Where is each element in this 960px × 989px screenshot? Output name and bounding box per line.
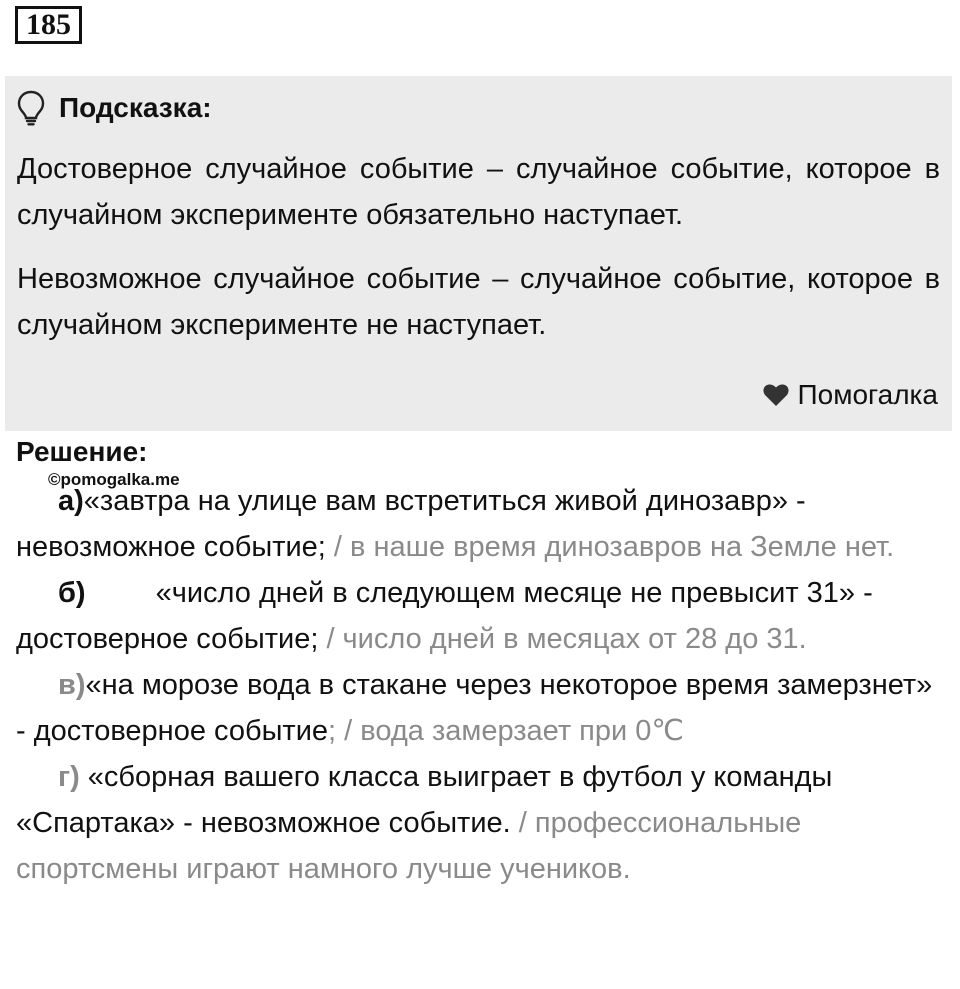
item-label: б) <box>58 577 86 609</box>
item-label: а) <box>58 485 84 517</box>
item-text: «число дней в следующем месяце не превысит 31» - достоверное событие; <box>16 577 873 655</box>
solution-item-g <box>16 754 942 892</box>
task-number: 185 <box>15 6 82 44</box>
hint-header <box>17 90 940 126</box>
watermark: ©pomogalka.me <box>48 470 180 489</box>
solution-item-v <box>16 662 942 754</box>
item-text: «завтра на улице вам встретиться живой динозавр» - невозможное событие; <box>16 485 806 563</box>
item-note: / в наше время динозавров на Земле нет. <box>325 531 895 563</box>
item-label: г) <box>58 761 80 793</box>
hint-definition-certain: Достоверное случайное событие – случайное событие, которое в случайном эксперименте обязательно наступает. <box>17 153 940 231</box>
brand-signature <box>762 379 938 411</box>
solution-item-b <box>16 570 942 662</box>
hint-title: Подсказка: <box>59 92 212 123</box>
hint-definition-impossible: Невозможное случайное событие – случайное событие, которое в случайном эксперименте не наступает. <box>17 263 940 341</box>
solution-body <box>16 478 942 892</box>
item-note: ; / вода замерзает при 0℃ <box>328 715 684 747</box>
item-text: «сборная вашего класса выиграет в футбол у команды «Спартака» - невозможное событие. <box>16 761 833 839</box>
hint-box <box>5 76 952 431</box>
heart-icon <box>762 383 790 407</box>
item-note: / число дней в месяцах от 28 до 31. <box>318 623 807 655</box>
brand-name: Помогалка <box>797 379 938 410</box>
solution-title: Решение: <box>16 436 148 467</box>
item-text: «на морозе вода в стакане через некоторое время замерзнет» - достоверное событие <box>16 669 933 747</box>
item-note: / профессиональные спортсмены играют намного лучше учеников. <box>16 807 802 885</box>
lightbulb-icon <box>17 90 45 126</box>
item-label: в) <box>58 669 86 701</box>
solution-item-a <box>16 478 942 570</box>
